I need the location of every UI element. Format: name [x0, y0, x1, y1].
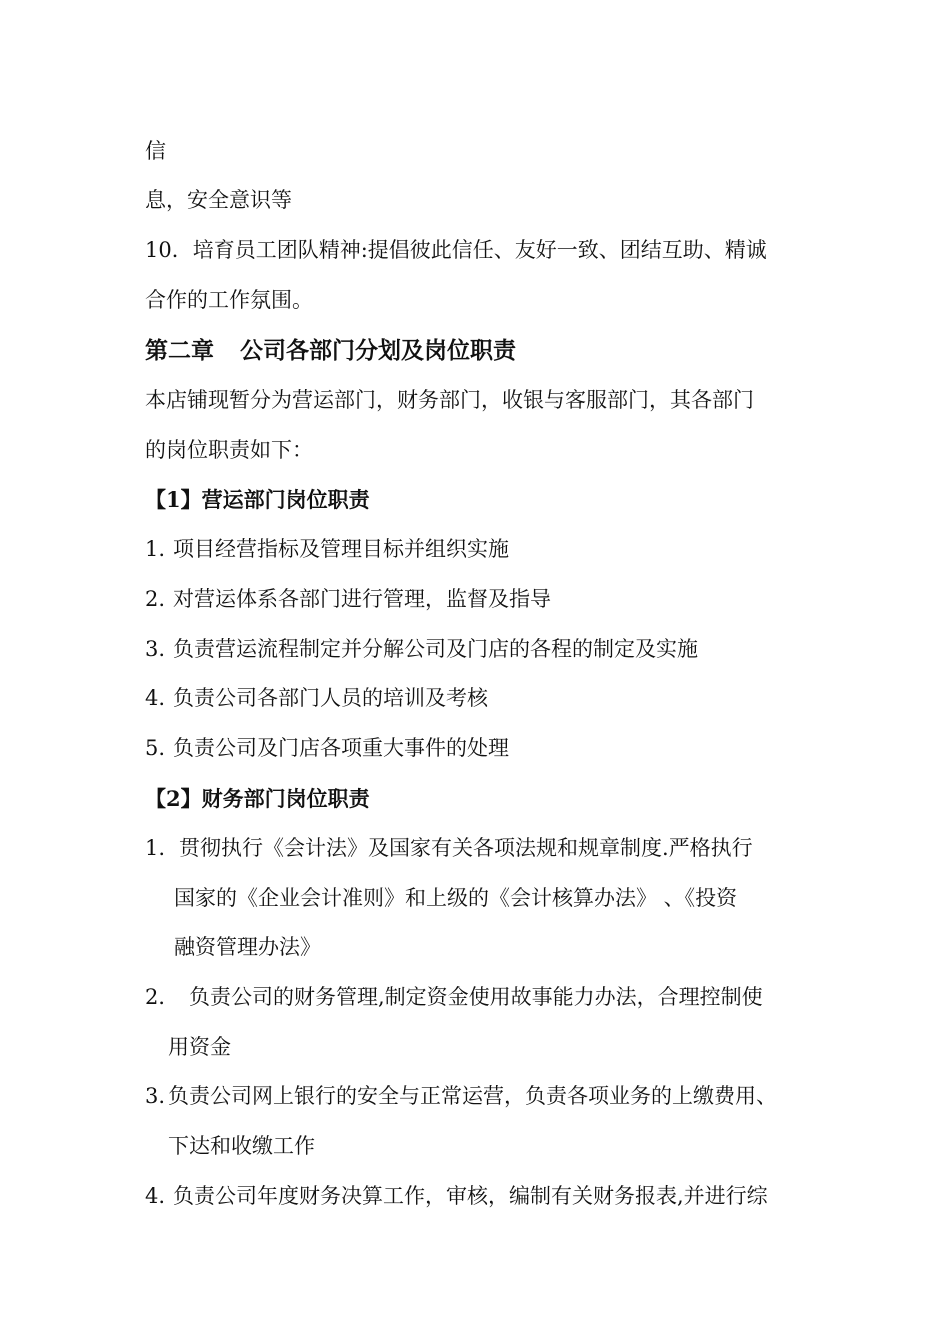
list-item — [145, 1082, 777, 1110]
list-number: 1. — [145, 836, 166, 860]
section-heading-operations: 【1】营运部门岗位职责 — [145, 487, 370, 512]
list-item-text: 负责营运流程制定并分解公司及门店的各程的制定及实施 — [173, 637, 698, 661]
list-item-text: 负责公司的财务管理,制定资金使用故事能力办法，合理控制使 — [189, 985, 763, 1009]
list-number: 3. — [145, 1084, 166, 1108]
list-item — [145, 834, 753, 862]
list-number: 2. — [145, 587, 166, 611]
intro-line: 的岗位职责如下： — [145, 438, 313, 462]
list-item-continuation: 下达和收缴工作 — [168, 1134, 315, 1158]
list-item — [145, 734, 509, 762]
list-item-text: 贯彻执行《会计法》及国家有关各项法规和规章制度.严格执行 — [179, 836, 753, 860]
list-number: 3. — [145, 637, 166, 661]
list-item-continuation: 用资金 — [168, 1035, 231, 1059]
section-heading-finance: 【2】财务部门岗位职责 — [145, 786, 370, 811]
text-line: 信 — [145, 139, 166, 163]
list-item — [145, 684, 488, 712]
list-number: 2． — [145, 985, 180, 1009]
list-item — [145, 635, 698, 663]
chapter-number: 第二章 — [145, 337, 214, 364]
text-line: 10．培育员工团队精神:提倡彼此信任、友好一致、团结互助、精诚 — [145, 238, 767, 262]
list-number: 4. — [145, 1184, 166, 1208]
list-item — [145, 535, 509, 563]
list-item-continuation: 融资管理办法》 — [174, 935, 321, 959]
list-item-text: 对营运体系各部门进行管理，监督及指导 — [173, 587, 551, 611]
list-item — [145, 585, 551, 613]
list-item-text: 负责公司网上银行的安全与正常运营，负责各项业务的上缴费用、 — [168, 1084, 777, 1108]
list-item-text: 负责公司各部门人员的培训及考核 — [173, 686, 488, 710]
text-line: 息，安全意识等 — [145, 188, 292, 212]
intro-line: 本店铺现暂分为营运部门，财务部门，收银与客服部门，其各部门 — [145, 388, 754, 412]
list-item-text: 负责公司及门店各项重大事件的处理 — [173, 736, 509, 760]
list-item — [145, 983, 763, 1011]
chapter-heading — [145, 337, 516, 365]
list-item-continuation: 国家的《企业会计准则》和上级的《会计核算办法》 、《投资 — [174, 886, 738, 910]
list-item-text: 项目经营指标及管理目标并组织实施 — [173, 537, 509, 561]
list-number: 4. — [145, 686, 166, 710]
list-number: 5. — [145, 736, 166, 760]
list-item-text: 负责公司年度财务决算工作，审核，编制有关财务报表,并进行综 — [173, 1184, 768, 1208]
text-line: 合作的工作氛围。 — [145, 288, 313, 312]
chapter-title: 公司各部门分划及岗位职责 — [240, 337, 516, 364]
list-item — [145, 1182, 768, 1210]
list-number: 1. — [145, 537, 166, 561]
